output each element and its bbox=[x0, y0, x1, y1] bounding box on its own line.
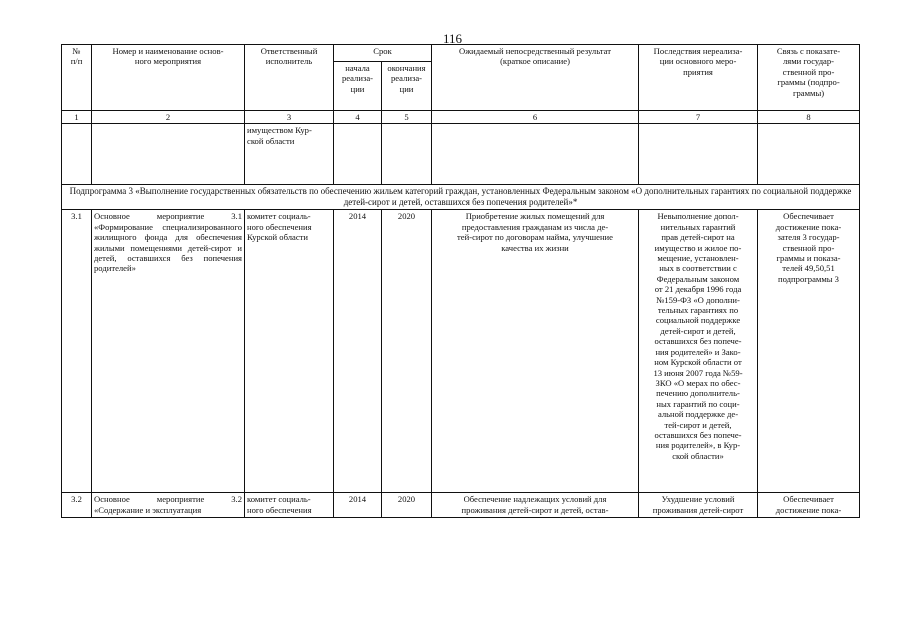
row-responsible: комитет социаль- ного обеспечения bbox=[245, 493, 334, 518]
cell-empty bbox=[758, 124, 860, 185]
cell-empty bbox=[382, 124, 432, 185]
row-result: Приобретение жилых помещений для предоставления гражданам из числа де- тей-сирот по договорам найма, улучшение качества их жизни bbox=[432, 210, 639, 493]
table-row bbox=[62, 210, 860, 493]
continuation-row bbox=[62, 124, 860, 185]
cell-empty bbox=[334, 124, 382, 185]
continuation-responsible: имуществом Кур- ской области bbox=[245, 124, 334, 185]
cell-empty bbox=[639, 124, 758, 185]
header-term: Срок bbox=[334, 45, 432, 62]
plan-table bbox=[61, 44, 860, 518]
cell-empty bbox=[432, 124, 639, 185]
subprogram-row bbox=[62, 185, 860, 210]
column-number: 4 bbox=[334, 111, 382, 124]
row-num: 3.2 bbox=[62, 493, 92, 518]
row-name: Основное мероприятие 3.1 «Формирование специализированного жилищного фонда для обеспечения жилыми помещениями детей-сирот и детей, оставшихся без попечения родителей» bbox=[92, 210, 245, 493]
header-num: № п/п bbox=[62, 45, 92, 111]
header-term-start: начала реализа- ции bbox=[334, 62, 382, 111]
column-number: 3 bbox=[245, 111, 334, 124]
row-end: 2020 bbox=[382, 210, 432, 493]
cell-empty bbox=[62, 124, 92, 185]
header-name: Номер и наименование основ- ного мероприятия bbox=[92, 45, 245, 111]
cell-empty bbox=[92, 124, 245, 185]
row-consequences: Ухудшение условий проживания детей-сирот bbox=[639, 493, 758, 518]
row-link: Обеспечивает достижение пока- зателя 3 государ- ственной про- граммы и показа- телей 49,50,51 подпрограммы 3 bbox=[758, 210, 860, 493]
row-start: 2014 bbox=[334, 210, 382, 493]
row-start: 2014 bbox=[334, 493, 382, 518]
row-consequences: Невыполнение допол- нительных гарантий прав детей-сирот на имущество и жилое по- мещение, установлен- ных в соответствии с Федеральным законом от 21 декабря 1996 года №159-ФЗ «О дополни- тельных гарантиях по социальной поддержке детей-сирот и детей, оставшихся без попече- ния родителей» и Зако- ном Курской области от 13 июня 2007 года №59- ЗКО «О мерах по обес- печению дополнитель- ных гарантий по соци- альной поддержке де- тей-сирот и детей, оставшихся без попече- ния родителей», в Кур- ской области» bbox=[639, 210, 758, 493]
row-name: Основное мероприятие 3.2 «Содержание и эксплуатация bbox=[92, 493, 245, 518]
column-number: 5 bbox=[382, 111, 432, 124]
row-result: Обеспечение надлежащих условий для проживания детей-сирот и детей, остав- bbox=[432, 493, 639, 518]
column-number: 2 bbox=[92, 111, 245, 124]
column-number: 1 bbox=[62, 111, 92, 124]
row-num: 3.1 bbox=[62, 210, 92, 493]
header-term-end: окончания реализа- ции bbox=[382, 62, 432, 111]
row-link: Обеспечивает достижение пока- bbox=[758, 493, 860, 518]
row-end: 2020 bbox=[382, 493, 432, 518]
header-consequences: Последствия нереализа- ции основного меро- приятия bbox=[639, 45, 758, 111]
header-link: Связь с показате- лями государ- ственной про- граммы (подпро- граммы) bbox=[758, 45, 860, 111]
header-result: Ожидаемый непосредственный результат (краткое описание) bbox=[432, 45, 639, 111]
column-number: 6 bbox=[432, 111, 639, 124]
subprogram-title: Подпрограмма 3 «Выполнение государственных обязательств по обеспечению жильем категорий граждан, установленных Федеральным законом «О дополнительных гарантиях по социальной поддержке детей-сирот и детей, оставшихся без попечения родителей»* bbox=[62, 185, 860, 210]
row-responsible: комитет социаль- ного обеспечения Курской области bbox=[245, 210, 334, 493]
page-number: 116 bbox=[442, 31, 463, 46]
column-number: 7 bbox=[639, 111, 758, 124]
column-number: 8 bbox=[758, 111, 860, 124]
header-responsible: Ответственный исполнитель bbox=[245, 45, 334, 111]
table-row bbox=[62, 493, 860, 518]
